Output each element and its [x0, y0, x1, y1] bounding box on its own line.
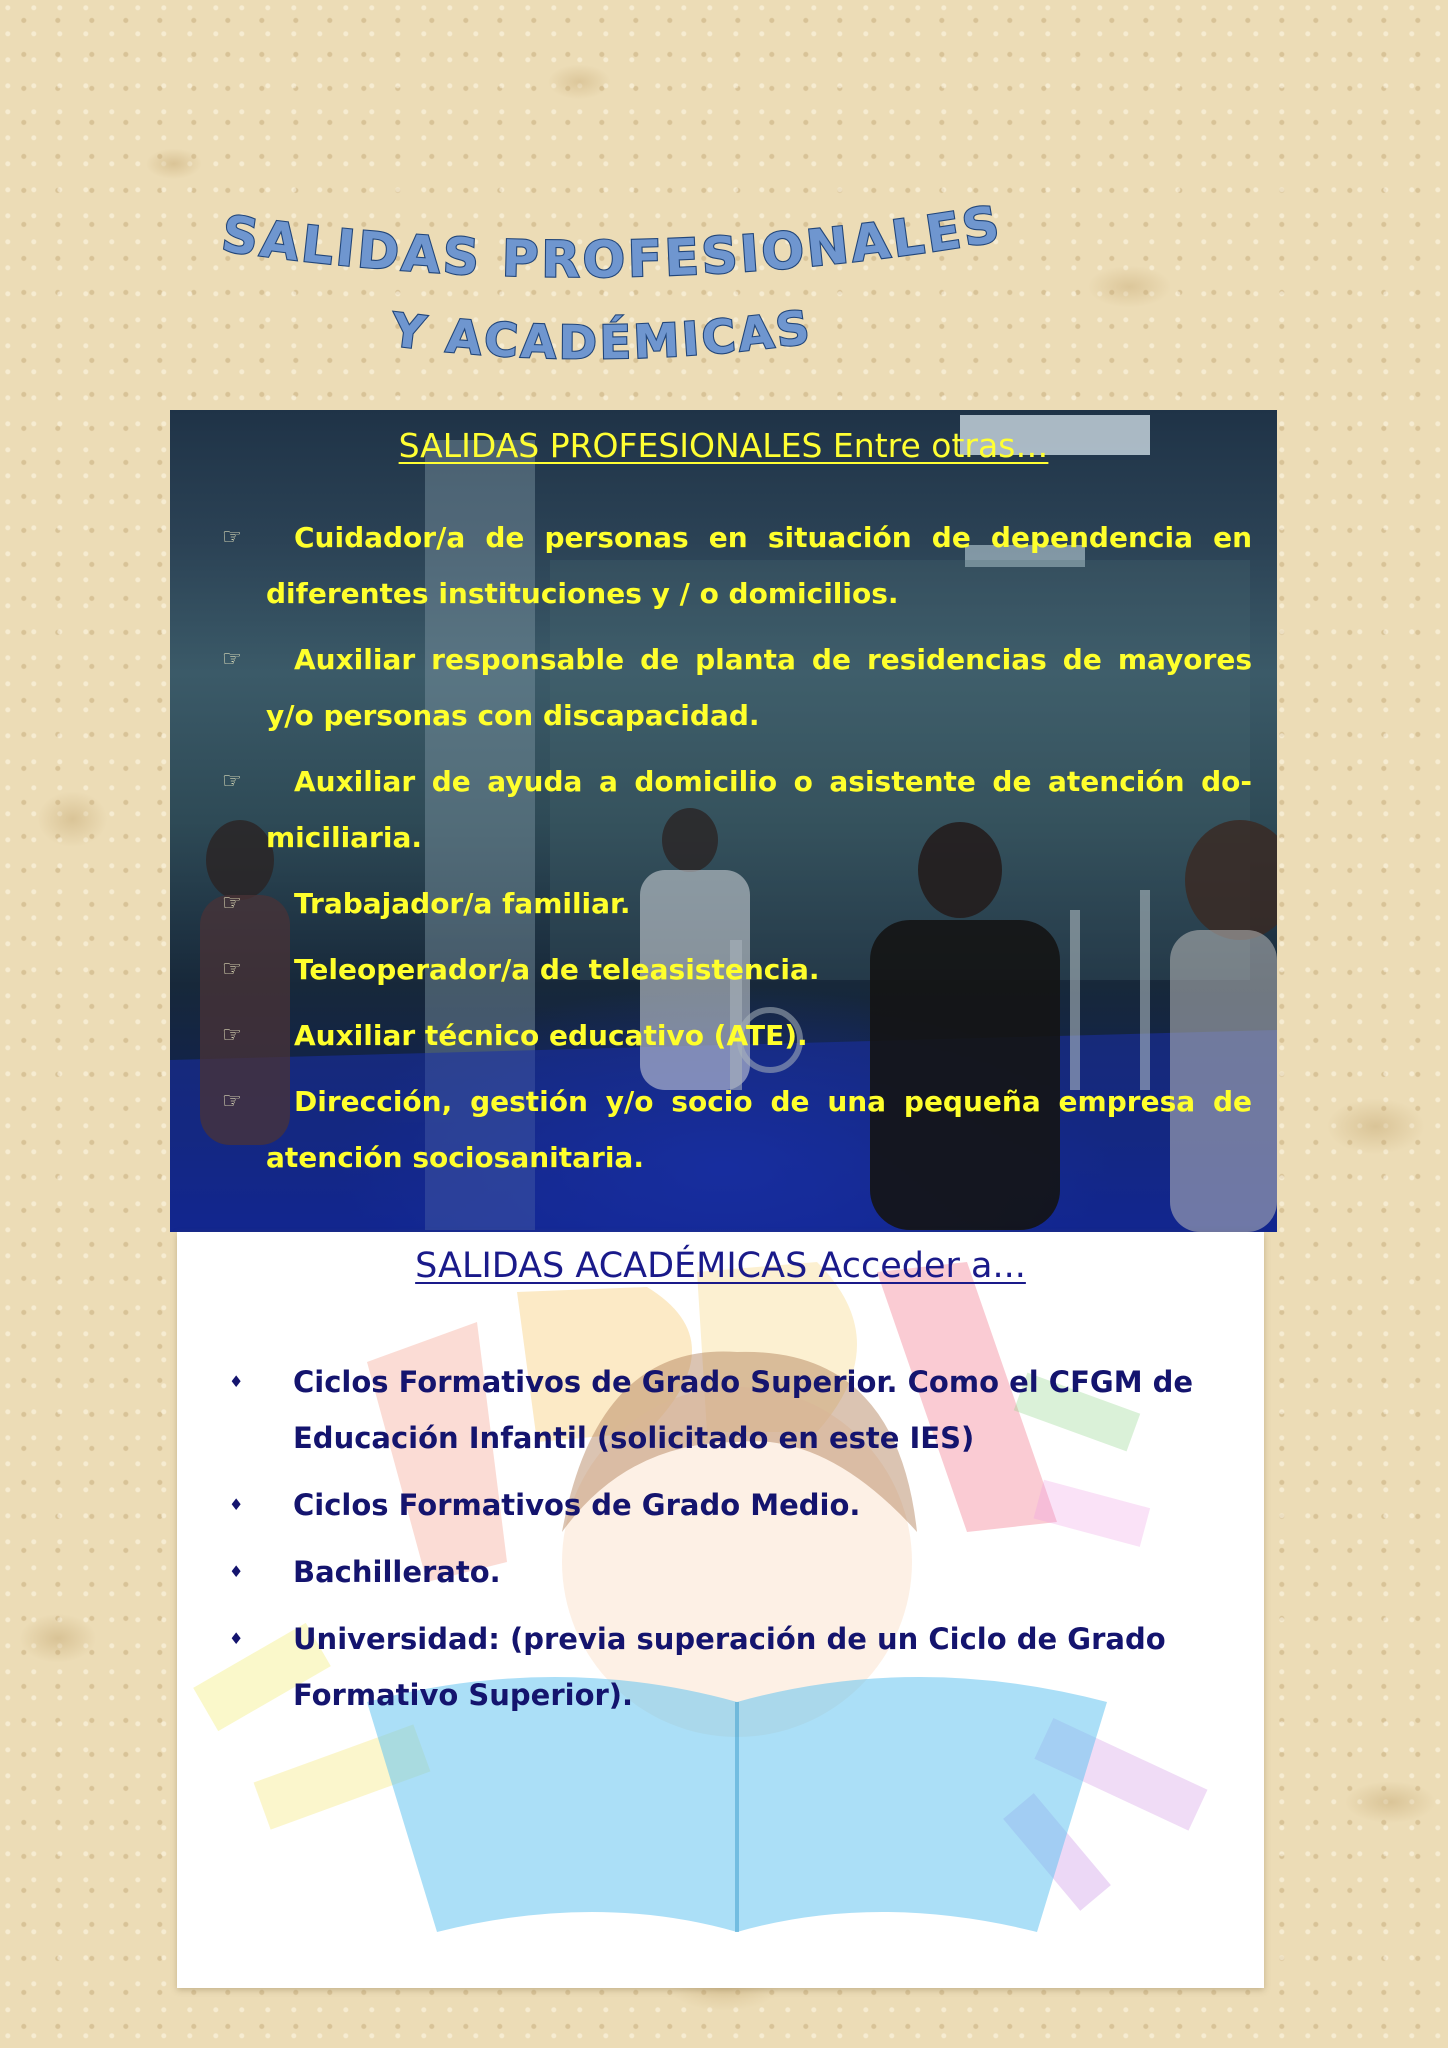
diamond-icon: ♦: [229, 1495, 244, 1514]
pointing-hand-icon: ☞: [222, 525, 242, 550]
list-item: ☞ Teleoperador/a de teleasistencia.: [222, 942, 1252, 998]
list-item: ♦ Bachillerato.: [229, 1544, 1209, 1600]
academic-list: [229, 1354, 1209, 1734]
diamond-icon: ♦: [229, 1372, 244, 1391]
diamond-icon: ♦: [229, 1629, 244, 1648]
professional-outlets-panel: [170, 410, 1277, 1232]
list-item: ♦ Universidad: (previa superación de un Ciclo de Grado Formativo Superior).: [229, 1611, 1209, 1723]
list-item: ♦ Ciclos Formativos de Grado Medio.: [229, 1477, 1209, 1533]
page-title: [200, 150, 1250, 390]
list-item: ☞ Auxiliar técnico educativo (ATE).: [222, 1008, 1252, 1064]
list-item: ☞ Auxiliar de ayuda a domicilio o asistente de atención do-miciliaria.: [222, 754, 1252, 866]
list-item: ♦ Ciclos Formativos de Grado Superior. Como el CFGM de Educación Infantil (solicitado en este IES): [229, 1354, 1209, 1466]
diamond-icon: ♦: [229, 1562, 244, 1581]
list-item: ☞ Dirección, gestión y/o socio de una pequeña empresa de atención sociosanitaria.: [222, 1074, 1252, 1186]
title-line-2: Y ACADÉMICAS: [388, 299, 816, 370]
list-item: ☞ Trabajador/a familiar.: [222, 876, 1252, 932]
pointing-hand-icon: ☞: [222, 647, 242, 672]
pointing-hand-icon: ☞: [222, 891, 242, 916]
pointing-hand-icon: ☞: [222, 1023, 242, 1048]
list-item: ☞ Auxiliar responsable de planta de residencias de mayores y/o personas con discapacidad.: [222, 632, 1252, 744]
academic-outlets-panel: [177, 1232, 1264, 1988]
pointing-hand-icon: ☞: [222, 957, 242, 982]
pointing-hand-icon: ☞: [222, 769, 242, 794]
pointing-hand-icon: ☞: [222, 1089, 242, 1114]
title-line-1: SALIDAS PROFESIONALES: [218, 194, 1007, 289]
academic-heading: SALIDAS ACADÉMICAS Acceder a...: [415, 1246, 1026, 1286]
professional-list: [222, 510, 1252, 1196]
list-item: ☞ Cuidador/a de personas en situación de dependencia en diferentes instituciones y / o domicilios.: [222, 510, 1252, 622]
professional-heading: SALIDAS PROFESIONALES Entre otras…: [398, 426, 1049, 465]
